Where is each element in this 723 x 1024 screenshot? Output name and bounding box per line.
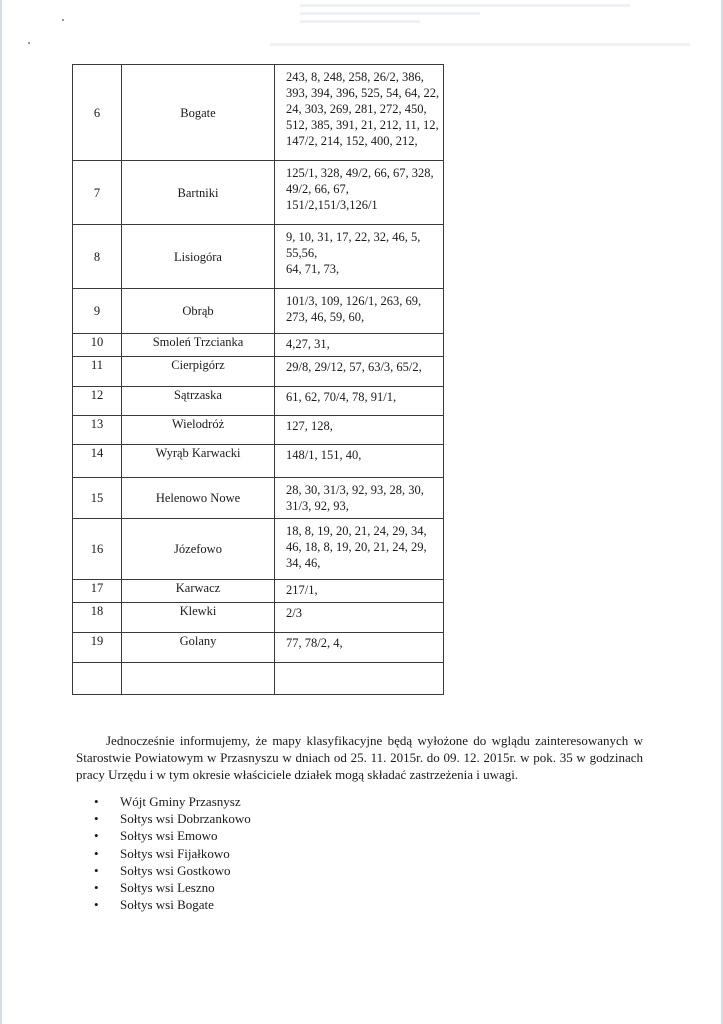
village-cell — [122, 387, 275, 416]
list-item — [88, 793, 251, 810]
row-number: 9 — [93, 304, 101, 318]
list-item — [88, 810, 251, 827]
row-number: 11 — [90, 358, 104, 372]
village-cell — [122, 478, 275, 519]
parcel-numbers-line: 148/1, 151, 40, — [286, 448, 362, 462]
village-cell — [122, 225, 275, 289]
parcel-numbers-cell — [275, 225, 444, 289]
village-cell — [122, 65, 275, 161]
list-item — [88, 862, 251, 879]
row-number-cell — [73, 663, 122, 695]
parcel-numbers-line: 28, 30, 31/3, 92, 93, 28, 30, — [286, 483, 424, 497]
row-number: 19 — [90, 634, 104, 648]
village-cell — [122, 334, 275, 357]
parcel-numbers-cell — [275, 289, 444, 334]
parcel-numbers-cell — [275, 416, 444, 445]
parcel-numbers-line: 29/8, 29/12, 57, 63/3, 65/2, — [286, 360, 422, 374]
parcel-numbers-cell — [275, 357, 444, 387]
row-number-cell — [73, 289, 122, 334]
village-cell — [122, 416, 275, 445]
parcel-numbers-line: 18, 8, 19, 20, 21, 24, 29, 34, — [286, 524, 427, 538]
row-number-cell — [73, 580, 122, 603]
parcel-numbers-line: 125/1, 328, 49/2, 66, 67, 328, — [286, 166, 434, 180]
parcel-numbers-line: 9, 10, 31, 17, 22, 32, 46, 5, — [286, 230, 421, 244]
village-cell — [122, 161, 275, 225]
table-row — [73, 580, 444, 603]
parcel-numbers-line: 101/3, 109, 126/1, 263, 69, — [286, 294, 422, 308]
table-row — [73, 416, 444, 445]
parcel-numbers-cell — [275, 65, 444, 161]
bullet-icon: • — [94, 845, 99, 861]
recipient-name: Sołtys wsi Bogate — [120, 897, 214, 913]
parcel-numbers-cell — [275, 519, 444, 580]
scan-bleed-through — [300, 12, 480, 15]
village-name: Helenowo Nowe — [155, 491, 241, 505]
row-number-cell — [73, 334, 122, 357]
row-number: 10 — [90, 335, 104, 349]
list-item — [88, 845, 251, 862]
table-row — [73, 357, 444, 387]
row-number-cell — [73, 519, 122, 580]
village-name: Golany — [179, 634, 217, 648]
table-row — [73, 519, 444, 580]
row-number-cell — [73, 65, 122, 161]
row-number: 8 — [93, 249, 101, 264]
parcel-numbers-cell — [275, 161, 444, 225]
bullet-icon: • — [94, 862, 99, 878]
parcel-numbers-line: 2/3 — [286, 606, 302, 620]
parcel-numbers-line: 64, 71, 73, — [286, 262, 340, 276]
village-cell — [122, 445, 275, 478]
recipient-name: Sołtys wsi Gostkowo — [120, 862, 231, 878]
village-cell — [122, 603, 275, 633]
recipient-name: Sołtys wsi Leszno — [120, 880, 215, 896]
row-number-cell — [73, 161, 122, 225]
recipient-name: Wójt Gminy Przasnysz — [120, 794, 241, 809]
scan-bleed-through — [300, 20, 420, 23]
row-number: 17 — [90, 581, 104, 595]
notice-paragraph: Jednocześnie informujemy, że mapy klasyfikacyjne będą wyłożone do wglądu zainteresowanych w Starostwie Powiatowym w Przasnyszu w dniach od 25. 11. 2015r. do 09. 12. 2015r. w pok. 35 w godzinach pracy Urzędu i w tym okresie właściciele działek mogą składać zastrzeżenia i uwagi. — [76, 733, 643, 782]
parcel-numbers-line: 4,27, 31, — [286, 337, 330, 351]
table-row — [73, 387, 444, 416]
parcel-numbers-line: 61, 62, 70/4, 78, 91/1, — [286, 390, 397, 404]
village-cell — [122, 580, 275, 603]
village-name: Sątrzaska — [174, 388, 222, 402]
row-number: 18 — [90, 604, 104, 618]
row-number-cell — [73, 445, 122, 478]
row-number-cell — [73, 633, 122, 663]
row-number: 7 — [93, 185, 101, 200]
village-cell — [122, 519, 275, 580]
parcel-numbers-line: 55,56, — [286, 246, 318, 260]
row-number: 15 — [90, 491, 104, 505]
bullet-icon: • — [94, 811, 99, 827]
parcel-numbers-line: 243, 8, 248, 258, 26/2, 386, — [286, 70, 424, 84]
parcel-numbers-cell — [275, 580, 444, 603]
scan-page-edge-left — [0, 0, 2, 1024]
parcel-numbers-cell — [275, 478, 444, 519]
village-name: Bartniki — [177, 185, 219, 200]
parcel-numbers-line: 273, 46, 59, 60, — [286, 310, 365, 324]
bullet-icon: • — [94, 828, 99, 844]
row-number: 12 — [90, 388, 104, 402]
table-row — [73, 161, 444, 225]
parcel-numbers-cell — [275, 387, 444, 416]
village-name: Cierpigórz — [171, 358, 225, 372]
row-number-cell — [73, 225, 122, 289]
village-cell — [122, 633, 275, 663]
scan-speck — [62, 19, 64, 21]
parcel-numbers-line: 147/2, 214, 152, 400, 212, — [286, 134, 418, 148]
table-row — [73, 289, 444, 334]
village-name: Smoleń Trzcianka — [152, 335, 244, 349]
distribution-list — [88, 793, 251, 913]
parcels-table — [72, 64, 444, 695]
row-number-cell — [73, 478, 122, 519]
recipient-name: Sołtys wsi Fijałkowo — [120, 845, 230, 861]
parcel-numbers-line: 127, 128, — [286, 419, 333, 433]
list-item — [88, 827, 251, 844]
parcel-numbers-line: 512, 385, 391, 21, 212, 11, 12, — [286, 118, 439, 132]
list-item — [88, 879, 251, 896]
row-number-cell — [73, 603, 122, 633]
table-row — [73, 445, 444, 478]
table-row — [73, 478, 444, 519]
village-cell — [122, 663, 275, 695]
parcel-numbers-cell — [275, 445, 444, 478]
parcel-numbers-line: 46, 18, 8, 19, 20, 21, 24, 29, — [286, 540, 427, 554]
bullet-icon: • — [94, 880, 99, 896]
village-name: Józefowo — [174, 542, 222, 556]
row-number-cell — [73, 416, 122, 445]
village-cell — [122, 357, 275, 387]
parcel-numbers-line: 151/2,151/3,126/1 — [286, 198, 378, 212]
row-number-cell — [73, 387, 122, 416]
row-number: 13 — [90, 417, 104, 431]
list-item — [88, 896, 251, 913]
table-row — [73, 65, 444, 161]
table-row — [73, 633, 444, 663]
parcel-numbers-line: 49/2, 66, 67, — [286, 182, 349, 196]
bullet-icon: • — [94, 794, 99, 809]
parcel-numbers-line: 31/3, 92, 93, — [286, 499, 349, 513]
table-row — [73, 334, 444, 357]
row-number: 14 — [90, 446, 104, 460]
scan-bleed-through — [270, 43, 690, 46]
village-name: Lisiogóra — [174, 249, 222, 264]
recipient-name: Sołtys wsi Dobrzankowo — [120, 811, 251, 827]
parcel-numbers-cell — [275, 633, 444, 663]
table-row — [73, 663, 444, 695]
row-number: 6 — [93, 105, 101, 120]
row-number-cell — [73, 357, 122, 387]
bullet-icon: • — [94, 897, 99, 913]
village-name: Wyrąb Karwacki — [155, 446, 241, 460]
parcel-numbers-line: 77, 78/2, 4, — [286, 636, 343, 650]
parcel-numbers-cell — [275, 334, 444, 357]
scan-bleed-through — [300, 4, 630, 7]
row-number: 16 — [90, 542, 104, 556]
parcel-numbers-line: 34, 46, — [286, 556, 321, 570]
village-name: Klewki — [179, 604, 217, 618]
village-name: Bogate — [180, 105, 216, 120]
table-row — [73, 225, 444, 289]
scan-speck — [28, 42, 30, 44]
table-row — [73, 603, 444, 633]
parcel-numbers-cell — [275, 663, 444, 695]
parcel-numbers-line: 217/1, — [286, 583, 318, 597]
recipient-name: Sołtys wsi Emowo — [120, 828, 218, 844]
village-cell — [122, 289, 275, 334]
parcels-table-body — [73, 65, 444, 695]
parcel-numbers-line: 393, 394, 396, 525, 54, 64, 22, — [286, 86, 440, 100]
parcel-numbers-cell — [275, 603, 444, 633]
village-name: Obrąb — [182, 304, 214, 318]
village-name: Karwacz — [175, 581, 221, 595]
village-name: Wielodróż — [171, 417, 225, 431]
parcel-numbers-line: 24, 303, 269, 281, 272, 450, — [286, 102, 427, 116]
